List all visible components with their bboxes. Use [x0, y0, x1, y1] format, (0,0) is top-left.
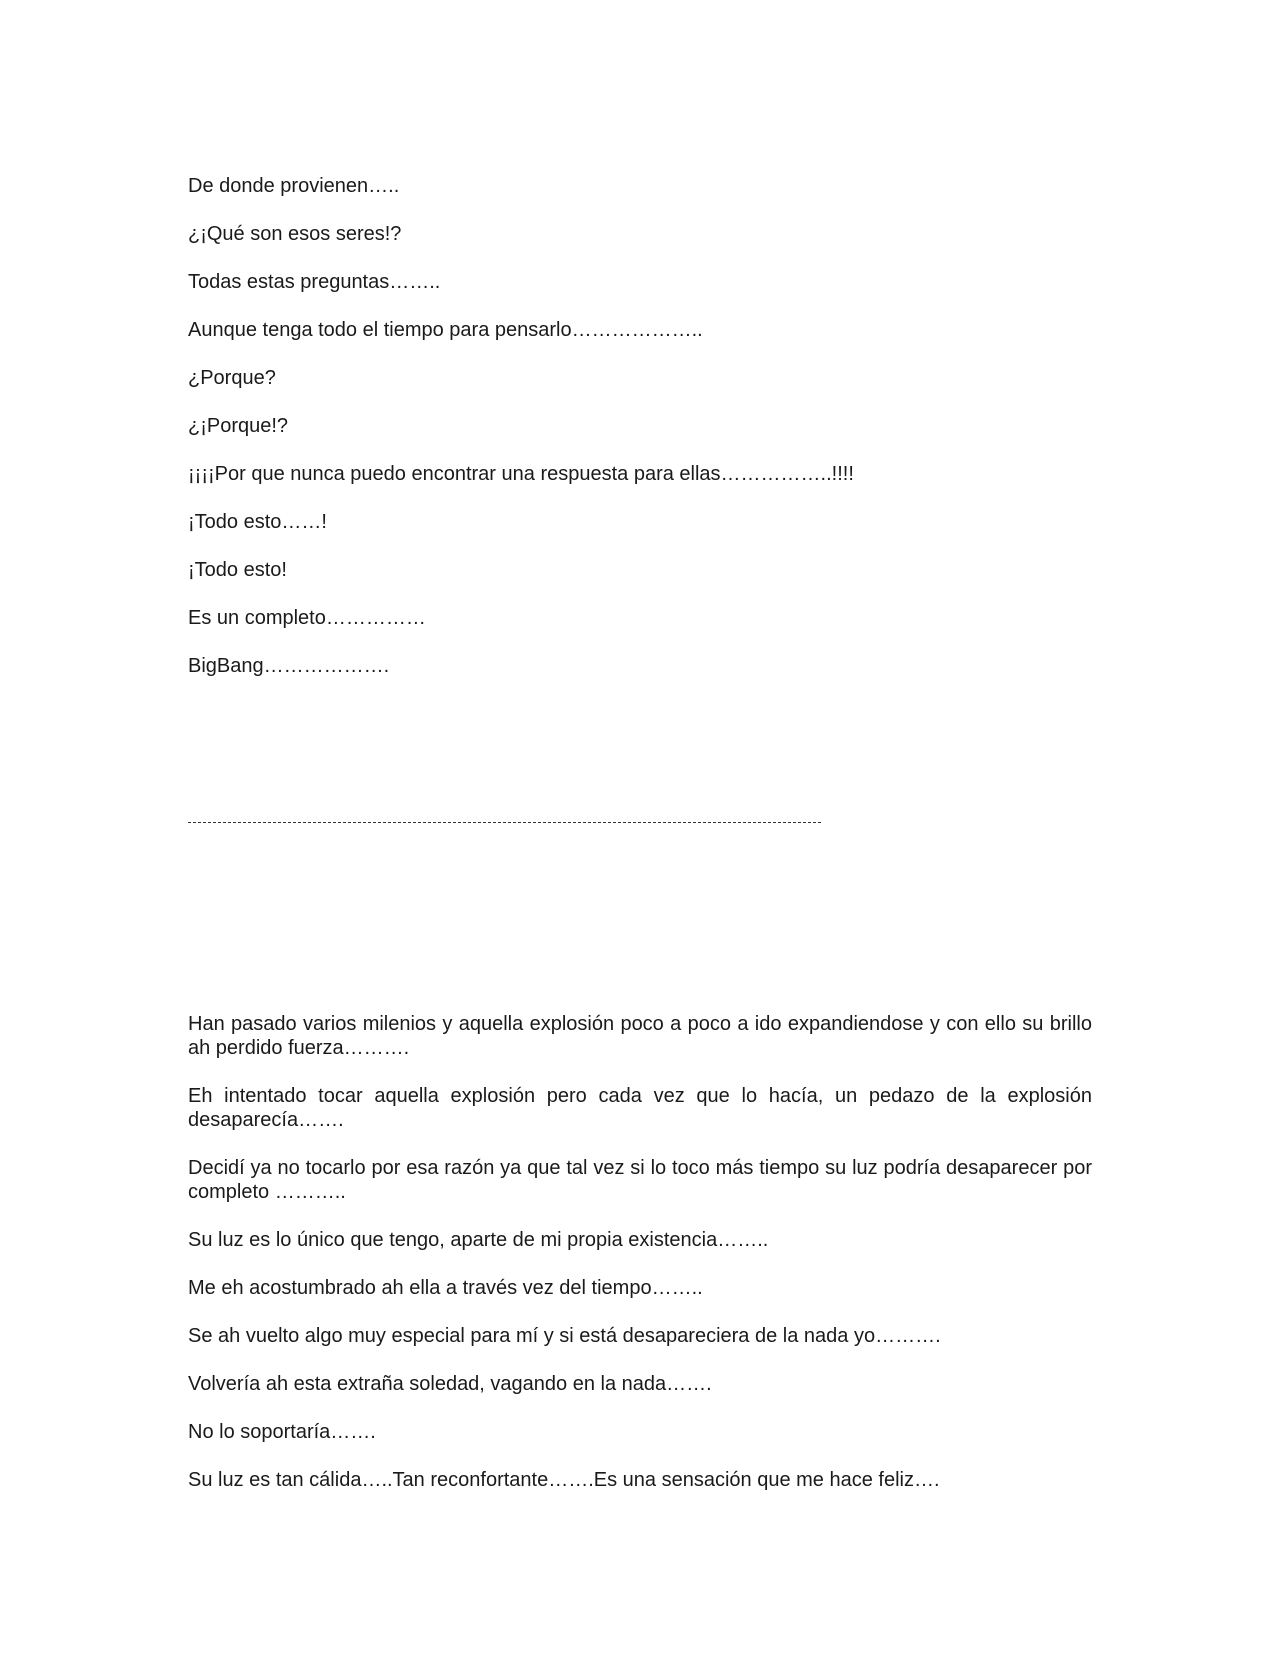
text-line: De donde provienen…..	[188, 175, 400, 197]
text-line: BigBang……………….	[188, 655, 390, 677]
paragraph: Decidí ya no tocarlo por esa razón ya que tal vez si lo toco más tiempo su luz podría desaparecer por completo ………..	[188, 1157, 1092, 1203]
paragraph: Su luz es tan cálida…..Tan reconfortante…….Es una sensación que me hace feliz….	[188, 1469, 940, 1491]
text-line: ¡Todo esto……!	[188, 511, 327, 533]
text-line: Aunque tenga todo el tiempo para pensarlo………………..	[188, 319, 703, 341]
text-line: ¿¡Qué son esos seres!?	[188, 223, 402, 245]
paragraph: Han pasado varios milenios y aquella explosión poco a poco a ido expandiendose y con ello su brillo ah perdido fuerza……….	[188, 1013, 1092, 1059]
section-separator	[188, 822, 821, 823]
paragraph: No lo soportaría…….	[188, 1421, 376, 1443]
paragraph: Eh intentado tocar aquella explosión pero cada vez que lo hacía, un pedazo de la explosión desaparecía…….	[188, 1085, 1092, 1131]
text-line: Es un completo……………	[188, 607, 426, 629]
text-line: ¡Todo esto!	[188, 559, 287, 581]
paragraph: Se ah vuelto algo muy especial para mí y si está desapareciera de la nada yo……….	[188, 1325, 941, 1347]
text-line: ¿Porque?	[188, 367, 276, 389]
paragraph: Su luz es lo único que tengo, aparte de mi propia existencia……..	[188, 1229, 769, 1251]
paragraph: Me eh acostumbrado ah ella a través vez del tiempo……..	[188, 1277, 703, 1299]
text-line: Todas estas preguntas……..	[188, 271, 441, 293]
text-line: ¿¡Porque!?	[188, 415, 289, 437]
text-line: ¡¡¡¡Por que nunca puedo encontrar una respuesta para ellas……………..!!!!	[188, 463, 854, 485]
paragraph: Volvería ah esta extraña soledad, vagando en la nada…….	[188, 1373, 712, 1395]
